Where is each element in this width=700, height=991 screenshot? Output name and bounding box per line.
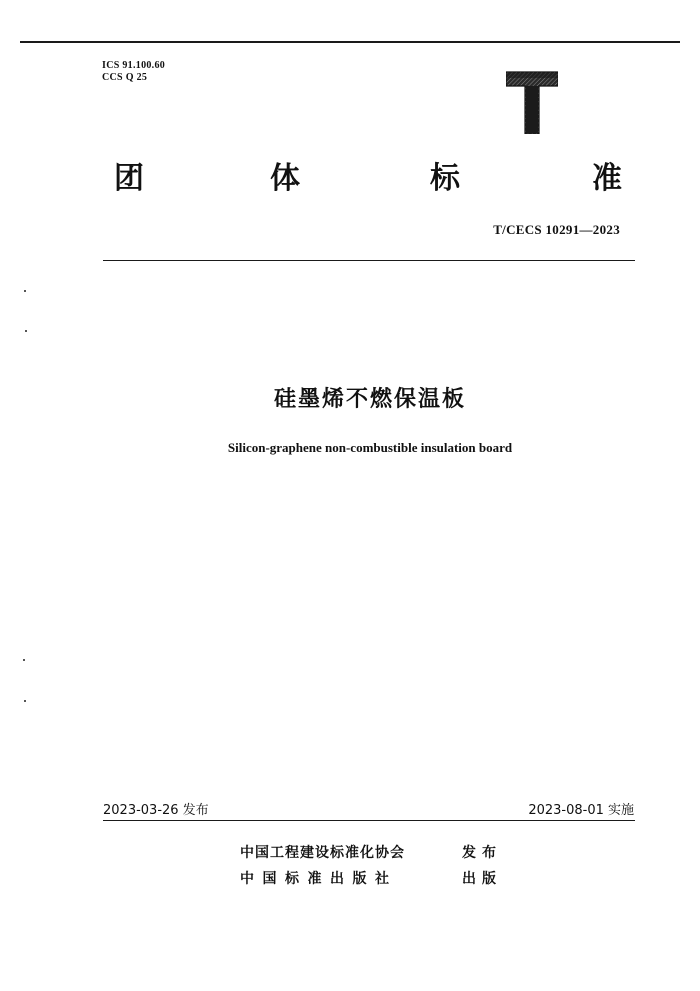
standard-logo-t — [506, 70, 558, 134]
issue-date: 2023-03-26 发布 — [103, 803, 209, 818]
logo-t-graphic — [506, 70, 558, 134]
scan-artifact-dot — [25, 330, 27, 332]
publisher-name: 中国标准出版社 — [240, 871, 398, 887]
standard-number: T/CECS 10291—2023 — [493, 222, 620, 237]
scan-artifact-dot — [23, 659, 25, 661]
standard-type-char: 体 — [270, 161, 300, 196]
header-rule — [103, 260, 635, 261]
standard-type-char: 标 — [430, 161, 460, 196]
publisher-action: 发布 — [462, 845, 502, 861]
publisher-name: 中国工程建设标准化协会 — [240, 845, 405, 861]
scan-artifact-dot — [24, 700, 26, 702]
publisher-action: 出版 — [462, 871, 502, 887]
standard-type — [100, 160, 630, 200]
standard-type-char: 团 — [114, 161, 144, 196]
footer-rule — [103, 820, 635, 821]
document-title-chinese: 硅墨烯不燃保温板 — [273, 387, 466, 412]
ccs-code: CCS Q 25 — [102, 72, 148, 83]
standard-type-char: 准 — [592, 161, 622, 196]
scan-artifact-dot — [24, 290, 26, 292]
document-title-english: Silicon-graphene non-combustible insulation board — [227, 440, 513, 455]
top-rule — [20, 41, 680, 43]
ics-code: ICS 91.100.60 — [102, 60, 166, 71]
implementation-date: 2023-08-01 实施 — [528, 803, 634, 818]
classification-codes — [102, 60, 165, 84]
